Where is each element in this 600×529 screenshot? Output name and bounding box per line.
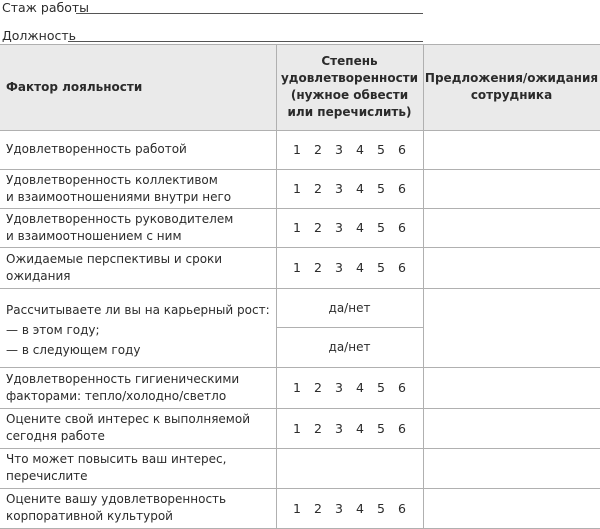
- rating-option[interactable]: 1: [293, 142, 301, 157]
- yes-no-answer[interactable]: да/нет: [328, 300, 371, 315]
- rating-option[interactable]: 4: [356, 380, 364, 395]
- suggestion-cell[interactable]: [423, 488, 600, 528]
- loyalty-table: [0, 44, 600, 529]
- rating-option[interactable]: 4: [356, 220, 364, 235]
- rating-option[interactable]: 2: [314, 420, 322, 436]
- rating-option[interactable]: 5: [377, 181, 385, 196]
- rating-option[interactable]: 3: [335, 142, 343, 157]
- table-row-factor: Оцените свой интерес к выполняемой сегодня работе: [6, 412, 250, 443]
- suggestion-cell[interactable]: [423, 169, 600, 208]
- rating-option[interactable]: 4: [356, 260, 364, 275]
- rating-option[interactable]: 5: [377, 420, 385, 436]
- rating-option[interactable]: 6: [398, 380, 406, 395]
- rating-option[interactable]: 4: [356, 420, 364, 436]
- suggestion-cell[interactable]: [423, 367, 600, 408]
- suggestion-cell[interactable]: [423, 408, 600, 448]
- rating-option[interactable]: 3: [335, 181, 343, 196]
- rating-option[interactable]: 6: [398, 420, 406, 436]
- rating-scale[interactable]: [276, 408, 423, 448]
- rating-option[interactable]: 3: [335, 380, 343, 395]
- rating-option[interactable]: 2: [314, 142, 322, 157]
- rating-option[interactable]: 2: [314, 260, 322, 275]
- position-label: Должность: [2, 28, 77, 43]
- rating-option[interactable]: 6: [398, 220, 406, 235]
- career-option-next-year: — в следующем году: [6, 343, 141, 357]
- rating-option[interactable]: 6: [398, 142, 406, 157]
- position-input-line[interactable]: [68, 41, 423, 42]
- rating-option[interactable]: 2: [314, 380, 322, 395]
- yes-no-answer[interactable]: да/нет: [328, 340, 371, 354]
- header-suggestions: Предложения/ожидания сотрудника: [424, 71, 599, 102]
- rating-option[interactable]: 4: [356, 142, 364, 157]
- rating-option[interactable]: 6: [398, 260, 406, 275]
- rating-option[interactable]: 1: [293, 181, 301, 196]
- rating-option[interactable]: 5: [377, 260, 385, 275]
- table-row-factor: Удовлетворенность работой: [6, 142, 187, 156]
- career-option-this-year: — в этом году;: [6, 323, 100, 337]
- rating-option[interactable]: 3: [335, 220, 343, 235]
- suggestion-cell[interactable]: [423, 288, 600, 367]
- suggestion-cell[interactable]: [423, 130, 600, 169]
- rating-scale[interactable]: [276, 488, 423, 528]
- rating-option[interactable]: 5: [377, 380, 385, 395]
- rating-option[interactable]: 3: [335, 500, 343, 516]
- rating-option[interactable]: 3: [335, 260, 343, 275]
- rating-option[interactable]: 3: [335, 420, 343, 436]
- rating-option[interactable]: 6: [398, 181, 406, 196]
- table-row-factor: Удовлетворенность гигиеническими факторами: тепло/холодно/светло: [6, 371, 240, 403]
- rating-scale[interactable]: [276, 367, 423, 408]
- table-row-factor: Оцените вашу удовлетворенность корпоративной культурой: [6, 492, 227, 523]
- rating-option[interactable]: 5: [377, 220, 385, 235]
- free-text-cell[interactable]: [276, 448, 423, 488]
- table-row-factor: [0, 288, 276, 367]
- table-row-factor: Ожидаемые перспективы и сроки ожидания: [6, 251, 223, 283]
- rating-option[interactable]: 2: [314, 500, 322, 516]
- rating-scale[interactable]: [276, 247, 423, 288]
- experience-label: Стаж работы: [2, 0, 90, 15]
- rating-option[interactable]: 4: [356, 500, 364, 516]
- rating-option[interactable]: 1: [293, 220, 301, 235]
- header-factor: Фактор лояльности: [6, 79, 143, 94]
- rating-option[interactable]: 4: [356, 181, 364, 196]
- suggestion-cell[interactable]: [423, 247, 600, 288]
- table-row-factor: Удовлетворенность руководителем и взаимоотношением с ним: [6, 211, 234, 243]
- rating-scale[interactable]: [276, 130, 423, 169]
- suggestion-cell[interactable]: [423, 448, 600, 488]
- rating-option[interactable]: 1: [293, 260, 301, 275]
- header-satisfaction: Степень удовлетворенности (нужное обвести или перечислить): [280, 54, 419, 119]
- rating-option[interactable]: 6: [398, 500, 406, 516]
- suggestion-cell[interactable]: [423, 208, 600, 247]
- rating-option[interactable]: 1: [293, 500, 301, 516]
- rating-option[interactable]: 5: [377, 142, 385, 157]
- table-row-factor: Удовлетворенность коллективом и взаимоотношениями внутри него: [6, 172, 232, 204]
- rating-option[interactable]: 2: [314, 220, 322, 235]
- table-row-factor: Что может повысить ваш интерес, перечислите: [6, 452, 227, 483]
- rating-option[interactable]: 1: [293, 420, 301, 436]
- career-question: Рассчитываете ли вы на карьерный рост:: [6, 303, 270, 317]
- rating-option[interactable]: 2: [314, 181, 322, 196]
- rating-scale[interactable]: [276, 169, 423, 208]
- experience-input-line[interactable]: [76, 13, 423, 14]
- rating-scale[interactable]: [276, 208, 423, 247]
- rating-option[interactable]: 5: [377, 500, 385, 516]
- rating-option[interactable]: 1: [293, 380, 301, 395]
